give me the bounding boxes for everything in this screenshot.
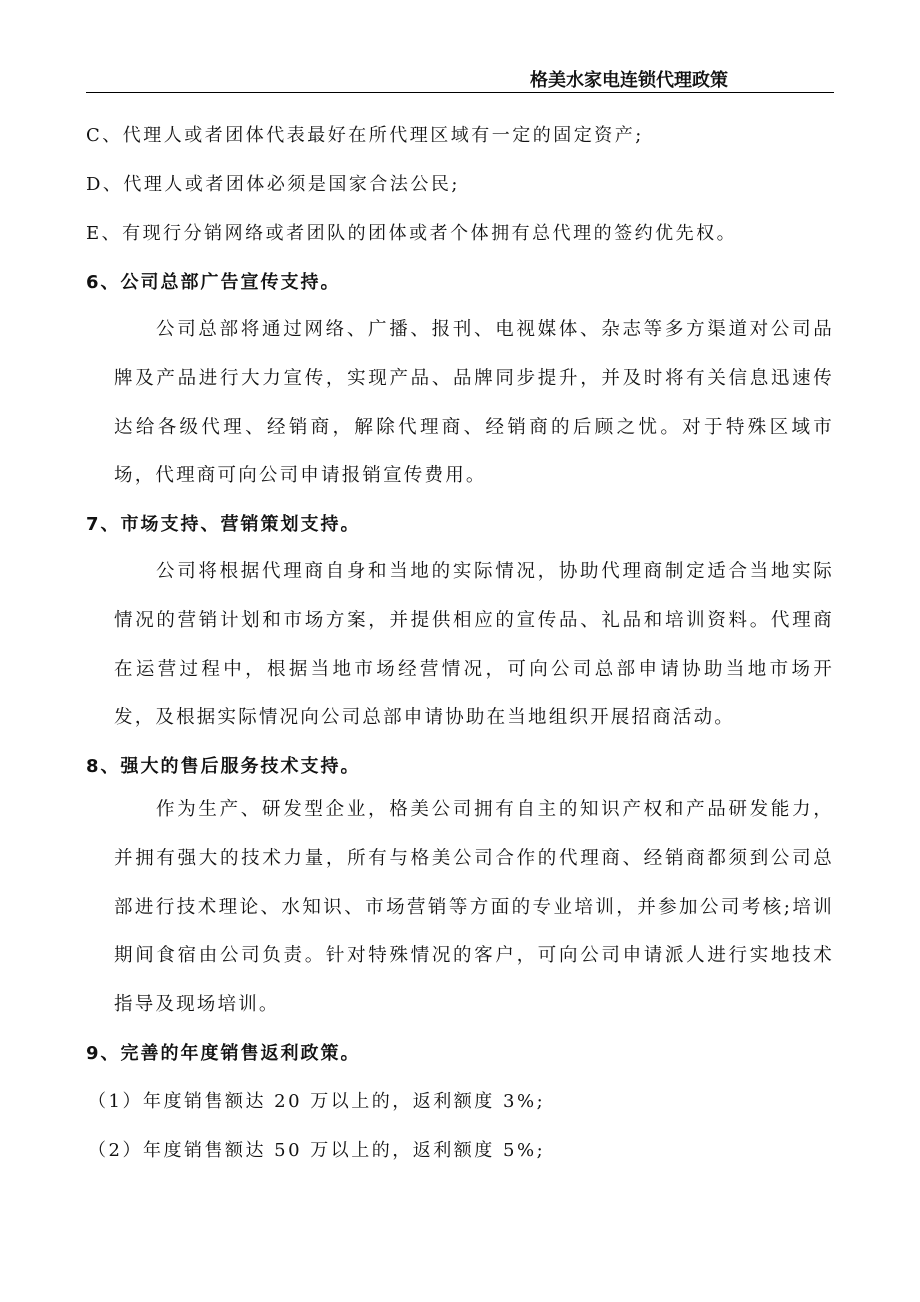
section-6-heading: 6、公司总部广告宣传支持。 [86,272,341,293]
section-6-body: 公司总部将通过网络、广播、报刊、电视媒体、杂志等多方渠道对公司品牌及产品进行大力宣传，实现产品、品牌同步提升，并及时将有关信息迅速传达给各级代理、经销商，解除代理商、经销商的后顾之忧。对于特殊区域市场，代理商可向公司申请报销宣传费用。 [114,319,834,487]
section-8-heading: 8、强大的售后服务技术支持。 [86,756,361,777]
rebate-item-1: （1）年度销售额达 20 万以上的，返利额度 3%; [88,1091,546,1112]
page-header-title: 格美水家电连锁代理政策 [530,70,728,91]
requirement-e: E、有现行分销网络或者团队的团体或者个体拥有总代理的签约优先权。 [86,223,738,244]
rebate-item-2: （2）年度销售额达 50 万以上的，返利额度 5%; [88,1140,546,1161]
requirement-c: C、代理人或者团体代表最好在所代理区域有一定的固定资产; [86,125,644,146]
requirement-d: D、代理人或者团体必须是国家合法公民; [86,174,460,195]
header-rule [86,92,834,93]
section-8-body: 作为生产、研发型企业，格美公司拥有自主的知识产权和产品研发能力，并拥有强大的技术力量，所有与格美公司合作的代理商、经销商都须到公司总部进行技术理论、水知识、市场营销等方面的专业培训，并参加公司考核;培训期间食宿由公司负责。针对特殊情况的客户，可向公司申请派人进行实地技术指导及现场培训。 [114,799,834,1016]
section-9-heading: 9、完善的年度销售返利政策。 [86,1043,361,1064]
section-7-body: 公司将根据代理商自身和当地的实际情况，协助代理商制定适合当地实际情况的营销计划和市场方案，并提供相应的宣传品、礼品和培训资料。代理商在运营过程中，根据当地市场经营情况，可向公司总部申请协助当地市场开发，及根据实际情况向公司总部申请协助在当地组织开展招商活动。 [114,561,834,729]
section-7-heading: 7、市场支持、营销策划支持。 [86,514,361,535]
